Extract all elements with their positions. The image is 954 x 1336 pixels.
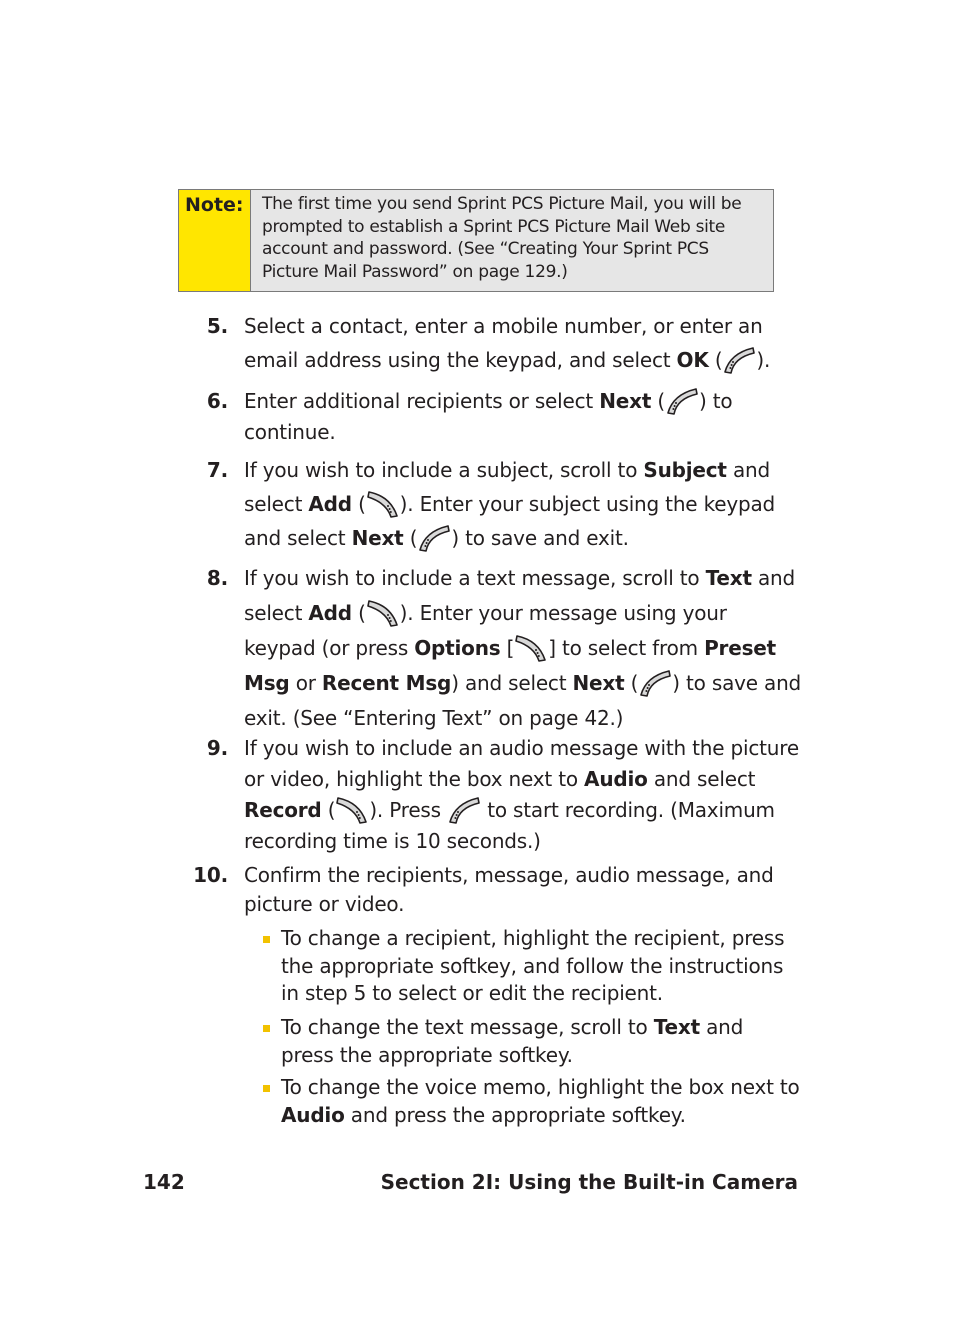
step-text [244, 566, 801, 730]
menu-term: Next [351, 526, 404, 550]
step-text [244, 458, 775, 550]
section-title: Section 2I: Using the Built-in Camera [380, 1170, 798, 1194]
step-item [206, 561, 804, 736]
menu-term: Preset Msg [244, 636, 777, 695]
left-softkey-icon [722, 346, 756, 374]
step-number: 9. [206, 736, 228, 760]
text-run: Select a contact, enter a mobile number, or enter an email address using the keypad, and select [244, 314, 763, 372]
left-softkey-icon [447, 796, 481, 824]
menu-term: Audio [584, 767, 648, 791]
menu-term: Recent Msg [321, 671, 452, 695]
text-run: To change the text message, scroll to [281, 1015, 654, 1039]
text-run: ) and select [451, 671, 573, 695]
text-run: and press the appropriate softkey. [344, 1102, 686, 1127]
note-box [178, 189, 774, 292]
bullet-text [281, 926, 784, 1005]
left-softkey-icon [638, 669, 672, 697]
text-run: ( [708, 348, 723, 372]
text-run: If you wish to include a text message, scroll to [244, 566, 706, 590]
step-number: 8. [206, 566, 228, 590]
text-run: [ [500, 636, 515, 660]
text-run: ( [403, 526, 418, 550]
step-text [244, 314, 770, 372]
menu-term: Record [244, 798, 322, 822]
text-run: and select [244, 458, 770, 516]
text-run: ( [651, 389, 665, 413]
bullet-text [281, 1075, 800, 1127]
step-item [193, 861, 804, 919]
text-run: ). [756, 348, 771, 372]
text-run: ) to save and exit. (See “Entering Text” on page 42.) [244, 671, 802, 730]
step-item [206, 309, 804, 377]
left-softkey-icon [417, 524, 451, 552]
right-softkey-icon [366, 490, 400, 518]
text-run: If you wish to include a subject, scroll to [244, 458, 644, 482]
text-run: ) to save and exit. [451, 526, 629, 550]
note-label: Note: [179, 190, 251, 291]
bullet-item [281, 925, 801, 1008]
menu-term: Add [308, 601, 352, 625]
menu-term: Next [572, 671, 625, 695]
menu-term: OK [676, 348, 709, 372]
step-text [244, 736, 799, 853]
step-number: 5. [206, 314, 228, 338]
menu-term: Options [414, 636, 501, 660]
bullet-square-icon [263, 1025, 270, 1032]
text-run: ( [624, 671, 639, 695]
text-run: To change the voice memo, highlight the box next to [281, 1075, 800, 1099]
step-item [206, 733, 804, 857]
note-text: The first time you send Sprint PCS Picture Mail, you will be prompted to establish a Sprint PCS Picture Mail Web site account and password. (See “Creating Your Sprint PCS Picture Mail Password” on page 129.) [251, 190, 773, 291]
text-run: ( [351, 492, 366, 516]
menu-term: Add [308, 492, 352, 516]
text-run: or [289, 671, 322, 695]
text-run: ). Press [369, 798, 448, 822]
text-run: Confirm the recipients, message, audio message, and picture or video. [244, 863, 774, 916]
text-run: Enter additional recipients or select [244, 389, 600, 413]
text-run: ) to continue. [244, 389, 733, 444]
step-number: 6. [206, 389, 228, 413]
bullet-text [281, 1015, 743, 1067]
right-softkey-icon [366, 599, 400, 627]
text-run: To change a recipient, highlight the recipient, press the appropriate softkey, and follow the instructions in step 5 to select or edit the recipient. [281, 926, 785, 1005]
step-item [206, 453, 804, 555]
menu-term: Next [599, 389, 652, 413]
step-text [244, 863, 774, 916]
text-run: ] to select from [548, 636, 705, 660]
step-item [206, 386, 804, 447]
text-run: and select [647, 767, 756, 791]
bullet-square-icon [263, 936, 270, 943]
right-softkey-icon [514, 634, 548, 662]
text-run: and select [244, 566, 796, 625]
menu-term: Audio [281, 1102, 345, 1127]
text-run: ). Enter your message using your keypad (or press [244, 601, 727, 660]
text-run: ). Enter your subject using the keypad and select [244, 492, 776, 550]
right-softkey-icon [335, 796, 369, 824]
step-number: 7. [206, 458, 228, 482]
menu-term: Text [705, 566, 752, 590]
step-number: 10. [193, 863, 228, 887]
bullet-square-icon [263, 1085, 270, 1092]
text-run: and press the appropriate softkey. [281, 1015, 744, 1067]
bullet-item [281, 1014, 801, 1069]
text-run: ( [321, 798, 336, 822]
menu-term: Text [653, 1015, 700, 1039]
left-softkey-icon [665, 387, 699, 415]
text-run: ( [351, 601, 366, 625]
bullet-item [281, 1074, 801, 1129]
text-run: to start recording. (Maximum recording time is 10 seconds.) [244, 798, 775, 853]
page-number: 142 [143, 1170, 185, 1194]
step-text [244, 389, 732, 444]
text-run: If you wish to include an audio message with the picture or video, highlight the box next to [244, 736, 799, 791]
menu-term: Subject [643, 458, 727, 482]
